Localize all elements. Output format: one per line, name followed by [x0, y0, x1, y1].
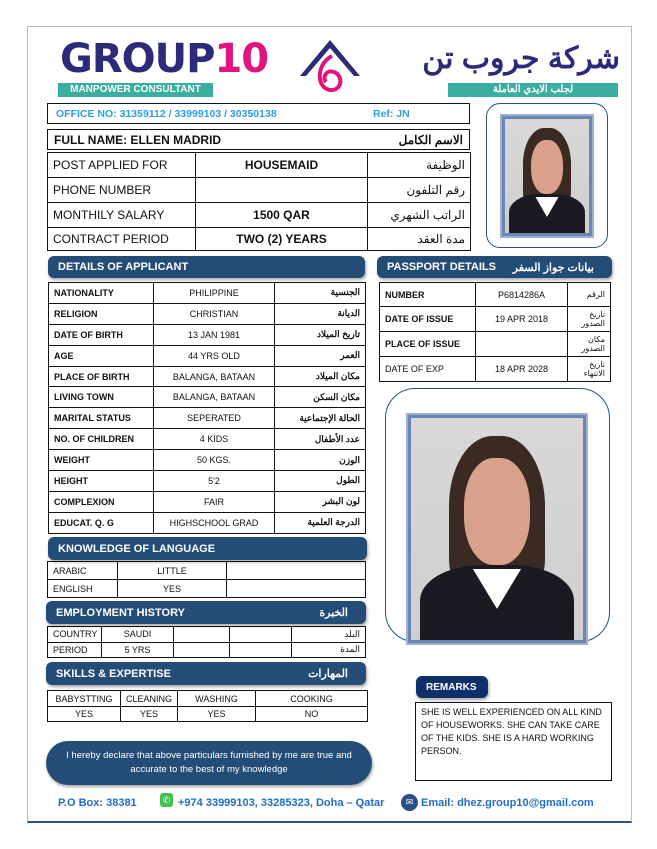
photo-frame-small	[486, 103, 608, 248]
table-row	[49, 283, 366, 304]
row-label-ar: تاريخ الانتهاء	[568, 357, 611, 382]
table-row	[48, 153, 471, 178]
table-row	[49, 408, 366, 429]
row-value: 4 KIDS	[154, 429, 275, 450]
row-label-ar: العمر	[275, 345, 366, 366]
arabic-logo-subtitle: لجلب الايدي العاملة	[448, 83, 618, 97]
row-label-ar: الطول	[275, 471, 366, 492]
table-row	[48, 580, 366, 598]
row-value: BALANGA, BATAAN	[154, 387, 275, 408]
row-label: COUNTRY	[48, 627, 102, 643]
photo-frame-large	[385, 388, 610, 642]
employment-table	[47, 626, 366, 658]
row-label: PLACE OF BIRTH	[49, 366, 154, 387]
table-row	[49, 366, 366, 387]
office-bar	[47, 103, 470, 124]
email[interactable]: Email: dhez.group10@gmail.com	[421, 797, 594, 809]
po-box: P.O Box: 38381	[58, 797, 137, 809]
row-label: EDUCAT. Q. G	[49, 512, 154, 533]
row-label: HEIGHT	[49, 471, 154, 492]
row-value: FAIR	[154, 491, 275, 512]
table-row	[48, 562, 366, 580]
row-value: 5 YRS	[102, 642, 174, 658]
row-value: 13 JAN 1981	[154, 324, 275, 345]
row-label: PHONE NUMBER	[48, 178, 196, 203]
skills-header-row	[48, 691, 368, 707]
row-label-ar: عدد الأطفال	[275, 429, 366, 450]
arabic-logo: شركة جروب تن	[422, 42, 620, 75]
table-row	[49, 491, 366, 512]
row-extra	[227, 562, 366, 580]
row-value: 1500 QAR	[196, 203, 368, 228]
row-label-ar: الحالة الإجتماعية	[275, 408, 366, 429]
row-label: DATE OF ISSUE	[380, 307, 476, 332]
row-label: NATIONALITY	[49, 283, 154, 304]
employment-header: EMPLOYMENT HISTORY الخبرة	[46, 601, 366, 624]
row-value: HIGHSCHOOL GRAD	[154, 512, 275, 533]
row-value: YES	[118, 580, 227, 598]
skill-cooking: COOKING	[256, 691, 368, 707]
language-table	[47, 561, 366, 598]
row-label-ar: الجنسية	[275, 283, 366, 304]
row-label: WEIGHT	[49, 450, 154, 471]
row-label: DATE OF EXP	[380, 357, 476, 382]
row-label-ar: رقم التلفون	[368, 178, 471, 203]
row-value	[476, 332, 568, 357]
row-label-ar: الرقم	[568, 283, 611, 307]
row-value	[230, 627, 292, 643]
row-label-ar: مكان السكن	[275, 387, 366, 408]
row-value: TWO (2) YEARS	[196, 228, 368, 251]
full-name-bar	[47, 129, 470, 150]
table-row	[49, 471, 366, 492]
group10-logo: GROUP10	[60, 36, 269, 82]
table-row	[49, 303, 366, 324]
skill-value: YES	[178, 707, 256, 722]
applicant-photo-small	[502, 116, 592, 236]
full-name: FULL NAME: ELLEN MADRID	[54, 133, 222, 147]
row-label-ar: الدرجة العلمية	[275, 512, 366, 533]
row-value	[230, 642, 292, 658]
row-value: BALANGA, BATAAN	[154, 366, 275, 387]
row-label: AGE	[49, 345, 154, 366]
row-label-ar: مدة العقد	[368, 228, 471, 251]
center-logo-icon	[298, 36, 362, 96]
logo-subtitle: MANPOWER CONSULTANT	[58, 83, 213, 97]
row-value: 50 KGS.	[154, 450, 275, 471]
row-label-ar: تاريخ الميلاد	[275, 324, 366, 345]
row-label: MARITAL STATUS	[49, 408, 154, 429]
row-label-ar: الوزن	[275, 450, 366, 471]
table-row	[48, 642, 366, 658]
email-icon: ✉	[401, 794, 418, 811]
full-name-ar: الاسم الكامل	[398, 133, 463, 147]
skill-value: YES	[48, 707, 121, 722]
row-label: RELIGION	[49, 303, 154, 324]
row-value: SAUDI	[102, 627, 174, 643]
row-label: DATE OF BIRTH	[49, 324, 154, 345]
table-row	[49, 387, 366, 408]
row-label-ar: مكان الصدور	[568, 332, 611, 357]
row-value: 18 APR 2028	[476, 357, 568, 382]
table-row	[48, 228, 471, 251]
row-label-ar: تاريخ الصدور	[568, 307, 611, 332]
table-row	[380, 357, 611, 382]
row-label: COMPLEXION	[49, 491, 154, 512]
row-label-ar: المدة	[292, 642, 366, 658]
row-label-ar: البلد	[292, 627, 366, 643]
skill-cleaning: CLEANING	[121, 691, 178, 707]
table-row	[49, 512, 366, 533]
row-label: LIVING TOWN	[49, 387, 154, 408]
applicant-photo-large	[408, 415, 586, 643]
row-value	[174, 642, 230, 658]
row-value: LITTLE	[118, 562, 227, 580]
table-row	[49, 324, 366, 345]
skills-table	[47, 690, 368, 722]
row-label: ARABIC	[48, 562, 118, 580]
language-header: KNOWLEDGE OF LANGUAGE	[48, 537, 367, 560]
main-info-table	[47, 152, 471, 251]
row-label-ar: الراتب الشهري	[368, 203, 471, 228]
row-label: PLACE OF ISSUE	[380, 332, 476, 357]
row-value: CHRISTIAN	[154, 303, 275, 324]
details-header: DETAILS OF APPLICANT	[48, 256, 365, 278]
passport-table	[379, 282, 611, 382]
row-label: NUMBER	[380, 283, 476, 307]
row-value	[196, 178, 368, 203]
row-value	[174, 627, 230, 643]
row-label-ar: مكان الميلاد	[275, 366, 366, 387]
row-value: SEPERATED	[154, 408, 275, 429]
row-value: 44 YRS OLD	[154, 345, 275, 366]
skill-washing: WASHING	[178, 691, 256, 707]
skill-value: YES	[121, 707, 178, 722]
row-value: P6814286A	[476, 283, 568, 307]
row-value: 5'2	[154, 471, 275, 492]
row-label: ENGLISH	[48, 580, 118, 598]
row-label: MONTHILY SALARY	[48, 203, 196, 228]
remarks-text: SHE IS WELL EXPERIENCED ON ALL KIND OF HOUSEWORKS. SHE CAN TAKE CARE OF THE KIDS. SHE IS A HARD WORKING PERSON.	[415, 702, 612, 781]
passport-header: PASSPORT DETAILS بيانات جواز السفر	[377, 256, 612, 278]
table-row	[48, 203, 471, 228]
table-row	[49, 429, 366, 450]
table-row	[49, 450, 366, 471]
table-row	[380, 283, 611, 307]
table-row	[380, 332, 611, 357]
remarks-header: REMARKS	[416, 676, 488, 698]
details-table	[48, 282, 366, 534]
skills-header: SKILLS & EXPERTISE المهارات	[46, 662, 366, 685]
row-label: PERIOD	[48, 642, 102, 658]
table-row	[380, 307, 611, 332]
table-row	[48, 178, 471, 203]
phone-numbers: +974 33999103, 33285323, Doha – Qatar	[178, 797, 385, 809]
row-label: POST APPLIED FOR	[48, 153, 196, 178]
row-value: PHILIPPINE	[154, 283, 275, 304]
declaration: I hereby declare that above particulars furnished by me are true and accurate to the best of my knowledge	[46, 741, 372, 785]
row-label: NO. OF CHILDREN	[49, 429, 154, 450]
row-value: 19 APR 2018	[476, 307, 568, 332]
row-label-ar: الوظيفة	[368, 153, 471, 178]
row-label-ar: الديانة	[275, 303, 366, 324]
reference: Ref: JN	[373, 108, 410, 120]
skills-value-row	[48, 707, 368, 722]
row-label: CONTRACT PERIOD	[48, 228, 196, 251]
whatsapp-icon: ✆	[160, 793, 173, 807]
skill-value: NO	[256, 707, 368, 722]
skill-babystting: BABYSTTING	[48, 691, 121, 707]
row-extra	[227, 580, 366, 598]
office-numbers: OFFICE NO: 31359112 / 33999103 / 30350138	[56, 108, 277, 120]
row-label-ar: لون البشر	[275, 491, 366, 512]
table-row	[49, 345, 366, 366]
row-value: HOUSEMAID	[196, 153, 368, 178]
table-row	[48, 627, 366, 643]
